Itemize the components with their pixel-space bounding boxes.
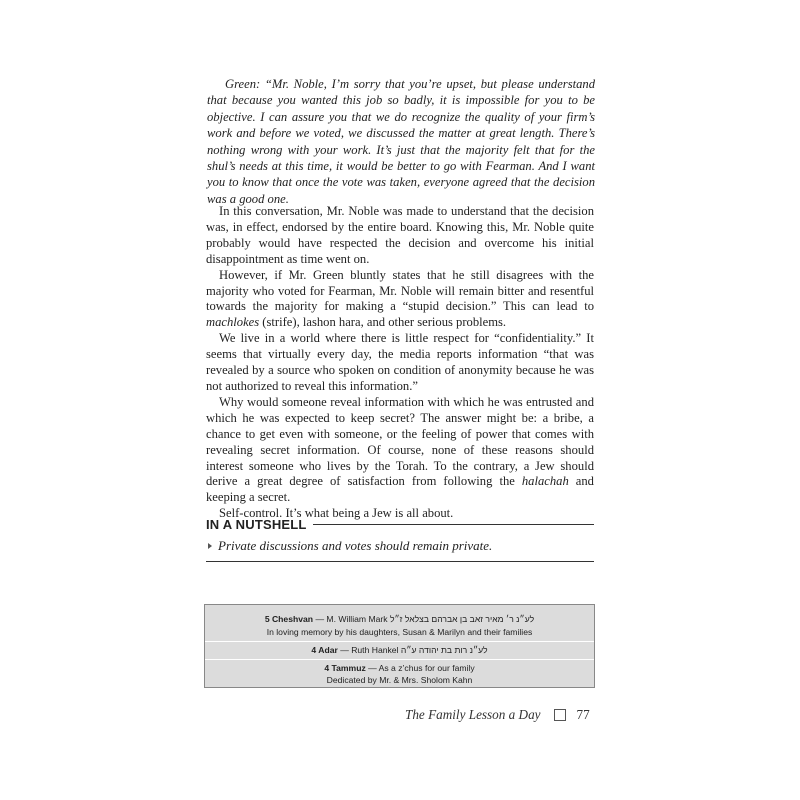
nutshell-top-rule xyxy=(313,524,594,525)
dedication-line-4 xyxy=(205,663,594,673)
body-text xyxy=(206,204,594,522)
dedication-line-2: In loving memory by his daughters, Susan & Marilyn and their families xyxy=(266,627,533,637)
paragraph-3: We live in a world where there is little respect for “confidentiality.” It seems that virtually every day, the media reports information “that was revealed by a source who spoken on condition of anonymity because he was not authorized to reveal this information.” xyxy=(206,331,594,393)
nutshell-item xyxy=(208,538,594,554)
dedication-text-3: — Ruth Hankel xyxy=(337,645,401,655)
dedication-date-1: 5 Cheshvan xyxy=(264,614,314,624)
paragraph-2-term: machlokes xyxy=(206,315,260,330)
paragraph-4-text-b: and keeping a secret. xyxy=(206,474,594,505)
nutshell-item-text: Private discussions and votes should remain private. xyxy=(218,538,493,553)
dedication-date-3: 4 Tammuz xyxy=(324,663,366,673)
dedication-line-5: Dedicated by Mr. & Mrs. Sholom Kahn xyxy=(326,675,473,685)
dedication-hebrew-2: לע״נ רות בת יהודה ע״ה xyxy=(400,645,488,655)
page-number: 77 xyxy=(576,707,590,722)
paragraph-2-text-b: (strife), lashon hara, and other serious problems. xyxy=(259,315,507,330)
dedication-date-2: 4 Adar xyxy=(311,645,338,655)
paragraph-4 xyxy=(206,395,594,506)
dialogue-quote: Green: “Mr. Noble, I’m sorry that you’re upset, but please understand that because you wanted this job so badly, it is impossible for you to be objective. I can assure you that we do recognize the quality of your firm’s work and before we voted, we discussed the matter at great length. There’s nothing wrong with your work. It’s just that the majority felt that for the shul’s needs at this time, it would be better to go with Fearman. And I want you to know that once the vote was taken, everyone agreed that the decision was a good one. xyxy=(207,77,595,206)
page-footer xyxy=(405,706,590,724)
square-ornament-icon xyxy=(554,709,566,721)
paragraph-2 xyxy=(206,268,594,332)
paragraph-4-text-a: Why would someone reveal information with which he was entrusted and which he was expected to keep secret? The answer might be: a bribe, a chance to get even with someone, or the feeling of power that comes with revealing secret information. Of course, none of these reasons should interest someone who lives by the Torah. To the contrary, a Jew should derive a great degree of satisfaction from following the xyxy=(206,394,594,489)
dedication-line-3 xyxy=(205,645,594,655)
dedication-separator-2 xyxy=(205,659,594,660)
dedication-separator-1 xyxy=(205,641,594,642)
nutshell-title: IN A NUTSHELL xyxy=(206,516,307,532)
dedication-text-4: — As a z’chus for our family xyxy=(365,663,475,673)
paragraph-2-text-a: However, if Mr. Green bluntly states that he still disagrees with the majority who voted for Fearman, Mr. Noble will remain bitter and resentful towards the majority for making a “stupid decision.” This can lead to xyxy=(206,267,594,314)
paragraph-4-term: halachah xyxy=(521,474,569,489)
book-title: The Family Lesson a Day xyxy=(405,707,541,722)
dedication-hebrew-1: לע״נ ר׳ מאיר זאב בן אברהם בצלאל ז״ל xyxy=(389,614,535,624)
paragraph-1: In this conversation, Mr. Noble was made to understand that the decision was, in effect, endorsed by the entire board. Knowing this, Mr. Noble quite probably would have respected the decision and overcome his initial disappointment as time went on. xyxy=(206,204,594,266)
nutshell-heading xyxy=(206,515,594,533)
paragraph-5: Self-control. It’s what being a Jew is all about. xyxy=(219,506,454,521)
dedication-box xyxy=(204,604,595,688)
nutshell-bottom-rule xyxy=(206,561,594,562)
dedication-text-1: — M. William Mark xyxy=(313,614,390,624)
triangle-bullet-icon xyxy=(208,543,212,549)
dedication-line-1 xyxy=(205,614,594,624)
